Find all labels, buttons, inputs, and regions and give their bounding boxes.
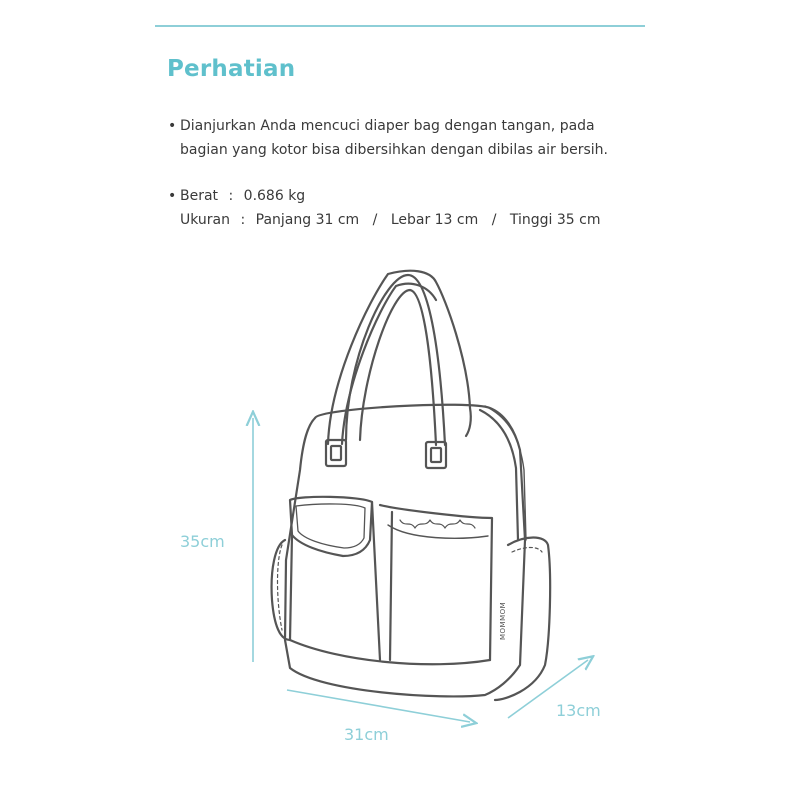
size-colon: :: [240, 212, 246, 228]
weight-colon: :: [228, 188, 234, 204]
width-value: Lebar 13 cm: [390, 212, 479, 228]
brand-label: MOMMOM: [499, 601, 507, 640]
separator: /: [491, 212, 497, 228]
height-value: Tinggi 35 cm: [509, 212, 601, 228]
front-pocket-left: [372, 502, 380, 660]
size-label: Ukuran: [180, 212, 231, 228]
weight-label: Berat: [180, 188, 219, 204]
width-dimension-line: [287, 690, 470, 722]
care-line-2: bagian yang kotor bisa dibersihkan dengan dibilas air bersih.: [180, 142, 608, 158]
length-value: Panjang 31 cm: [255, 212, 360, 228]
care-line-1: Dianjurkan Anda mencuci diaper bag dengan tangan, pada: [180, 118, 595, 134]
weight-value: 0.686 kg: [243, 188, 306, 204]
page-title: Perhatian: [167, 56, 296, 82]
bullet-dot: •: [168, 188, 177, 204]
height-dimension-label: 35cm: [180, 532, 225, 551]
bullet-dot: •: [168, 118, 177, 134]
separator: /: [372, 212, 378, 228]
depth-dimension-label: 13cm: [556, 701, 601, 720]
width-dimension-label: 31cm: [344, 725, 389, 744]
